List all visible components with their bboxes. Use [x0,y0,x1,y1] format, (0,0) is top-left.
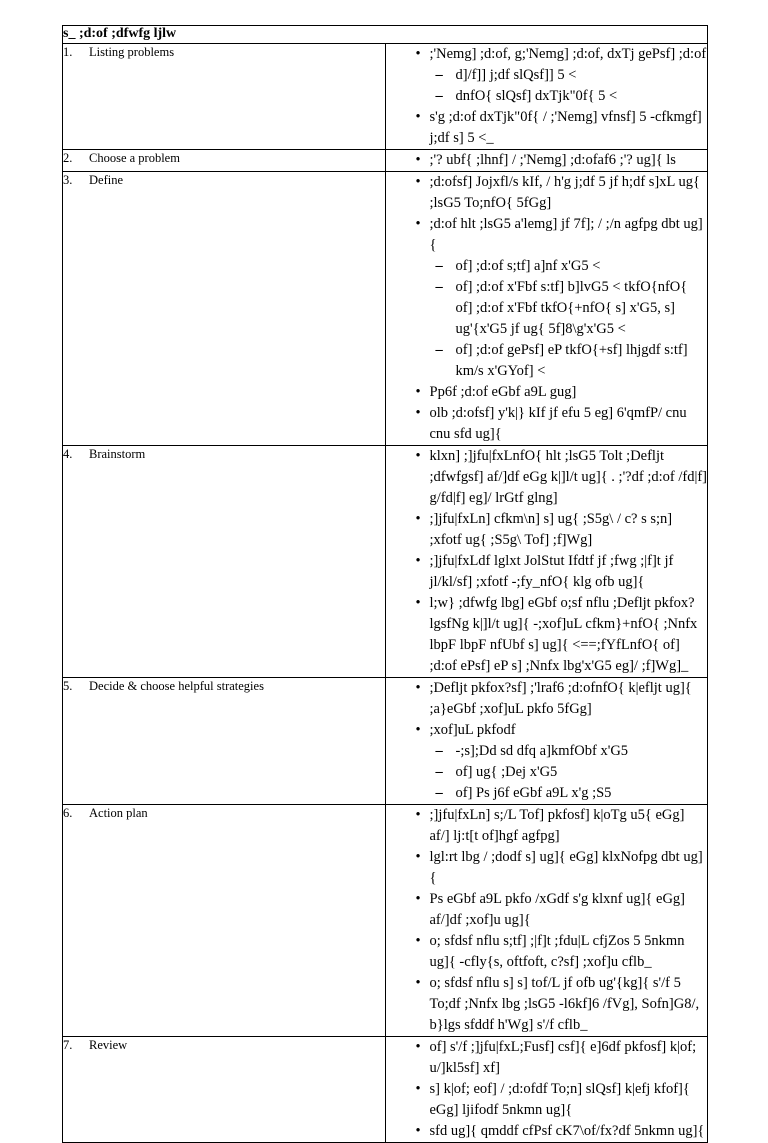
bullet-item [386,403,708,445]
step-content [385,172,708,446]
bullet-item [386,509,708,551]
bullet-text: • klxn] ;]jfu|fxLnfO{ hlt ;lsG5 Tolt ;Defljt ;dfwfgsf] af/]df eGg k|]l/t ug]{ . ;'?df ;d:of /fd|f] g/fd|f] eg]/ lrGtf glng] [429,448,708,506]
bullet-list [386,172,708,445]
bullet-text: • olb ;d:ofsf] y'k|} kIf jf efu 5 eg] 6'qmfP/ cnu cnu sfd ug]{ [429,405,687,442]
bullet-text: • o; sfdsf nflu s] s] tof/L jf ofb ug'{kg]{ s'/f 5 To;df ;Nnfx lbg ;lsG5 -l6kf]6 /fVg], Sofn]G8/, b}lgs sfddf h'Wg] s'/f cflb_ [429,975,700,1033]
sub-item: – of] Ps j6f eGbf a9L x'g ;S5 [386,783,708,804]
bullet-item [386,1037,708,1079]
bullet-text: • s'g ;d:of dxTjk"0f{ / ;'Nemg] vfnsf] 5 -cfkmgf] j;df s] 5 <_ [429,109,702,146]
bullet-list [386,150,708,171]
bullet-text: • ;]jfu|fxLn] cfkm\n] s] ug{ ;S5g\ / c? s s;n] ;xfotf ug{ ;S5g\ Tof] ;f]Wg] [429,511,673,548]
sub-list [430,256,708,382]
sub-item: – of] ;d:of gePsf] eP tkfO{+sf] lhjgdf s:tf] km/s x'GYof] < [386,340,708,382]
sub-list [430,741,708,804]
bullet-item [386,107,708,149]
step-cell [63,172,386,446]
step-content [385,44,708,150]
bullet-list [386,678,708,804]
sub-item: – of] ;d:of s;tf] a]nf x'G5 < [386,256,708,277]
bullet-item [386,973,708,1036]
step-cell [63,678,386,805]
bullet-list [386,446,708,677]
table-row [63,805,708,1037]
step-label: Define [89,173,124,187]
step-label: Action plan [89,806,148,820]
table-row [63,1037,708,1143]
bullet-text: • ;]jfu|fxLn] s;/L Tof] pkfosf] k|oTg u5{ eGg] af/] lj:t[t of]hgf agfpg] [429,807,685,844]
sub-item: – dnfO{ slQsf] dxTjk"0f{ 5 < [386,86,708,107]
step-cell [63,1037,386,1143]
step-cell [63,446,386,678]
bullet-item [386,150,708,171]
sub-item: – of] ug{ ;Dej x'G5 [386,762,708,783]
bullet-text: • ;xof]uL pkfodf [429,722,516,738]
step-number: 3. [63,173,73,187]
step-number: 6. [63,806,73,820]
step-content [385,150,708,172]
table-row [63,678,708,805]
sub-item: – of] ;d:of x'Fbf s:tf] b]lvG5 < tkfO{nfO{ of] ;d:of x'Fbf tkfO{+nfO{ s] x'G5, s] ug'{x'G5 jf ug{ 5f]8\g'x'G5 < [386,277,708,340]
bullet-item [386,382,708,403]
step-content [385,678,708,805]
bullet-text: • Pp6f ;d:of eGbf a9L gug] [429,384,577,400]
step-label: Review [89,1038,128,1052]
sub-item: – -;s];Dd sd dfq a]kmfObf x'G5 [386,741,708,762]
bullet-item [386,44,708,107]
bullet-item [386,1121,708,1142]
bullet-text: • o; sfdsf nflu s;tf] ;|f]t ;fdu|L cfjZos 5 5nkmn ug]{ -cfly{s, oftfoft, c?sf] ;xof]u cflb_ [429,933,685,970]
bullet-item [386,805,708,847]
table-row [63,44,708,150]
bullet-item [386,214,708,382]
bullet-text: • sfd ug]{ qmddf cfPsf cK7\of/fx?df 5nkmn ug]{ [429,1123,705,1139]
problem-solving-table [62,25,708,1143]
bullet-list [386,44,708,149]
step-cell [63,805,386,1037]
step-content [385,805,708,1037]
step-label: Listing problems [89,45,175,59]
step-number: 4. [63,447,73,461]
step-cell [63,44,386,150]
bullet-text: • s] k|of; eof] / ;d:ofdf To;n] slQsf] k|efj kfof]{ eGg] ljifodf 5nkmn ug]{ [429,1081,690,1118]
bullet-text: • ;d:of hlt ;lsG5 a'lemg] jf 7f]; / ;/n agfpg dbt ug]{ [429,216,703,253]
bullet-text: • Ps eGbf a9L pkfo /xGdf s'g klxnf ug]{ eGg] af/]df ;xof]u ug]{ [429,891,685,928]
step-label: Decide & choose helpful strategies [89,679,264,693]
bullet-list [386,1037,708,1142]
bullet-text: • ;'? ubf{ ;lhnf] / ;'Nemg] ;d:ofaf6 ;'? ug]{ ls [429,152,676,168]
bullet-text: • l;w} ;dfwfg lbg] eGbf o;sf nflu ;Defljt pkfox? lgsfNg k|]l/t ug]{ -;xof]uL cfkm}+nfO{ ;Nnfx lbpF lbpF nfUbf s] ug]{ <==;fYfLnfO{ of] ;d:of ePsf] eP s] ;Nnfx lbg'x'G5 eg]/ ;f]Wg]_ [429,595,698,674]
bullet-text: • ;]jfu|fxLdf lglxt JolStut Ifdtf jf ;fwg ;|f]t jf jl/kl/sf] ;xfotf -;fy_nfO{ klg ofb ug]{ [429,553,674,590]
step-label: Choose a problem [89,151,180,165]
bullet-item [386,889,708,931]
bullet-text: • lgl:rt lbg / ;dodf s] ug]{ eGg] klxNofpg dbt ug]{ [429,849,703,886]
bullet-item [386,847,708,889]
step-number: 7. [63,1038,73,1052]
step-number: 1. [63,45,73,59]
bullet-item [386,678,708,720]
bullet-item [386,551,708,593]
sub-list [430,65,708,107]
bullet-text: • ;Defljt pkfox?sf] ;'lraf6 ;d:ofnfO{ k|efljt ug]{ ;a}eGbf ;xof]uL pkfo 5fGg] [429,680,692,717]
bullet-item [386,593,708,677]
table-row [63,446,708,678]
table-title: s_ ;d:of ;dfwfg ljlw [63,26,708,44]
bullet-item [386,446,708,509]
bullet-list [386,805,708,1036]
bullet-item [386,172,708,214]
step-cell [63,150,386,172]
step-content [385,1037,708,1143]
bullet-text: • ;d:ofsf] Jojxfl/s kIf, / h'g j;df 5 jf h;df s]xL ug{ ;lsG5 To;nfO{ 5fGg] [429,174,700,211]
step-label: Brainstorm [89,447,146,461]
bullet-item [386,720,708,804]
bullet-text: • ;'Nemg] ;d:of, g;'Nemg] ;d:of, dxTj gePsf] ;d:of [429,46,707,62]
step-number: 5. [63,679,73,693]
bullet-item [386,931,708,973]
step-number: 2. [63,151,73,165]
sub-item: – d]/f]] j;df slQsf]] 5 < [386,65,708,86]
step-content [385,446,708,678]
bullet-item [386,1079,708,1121]
table-row [63,150,708,172]
bullet-text: • of] s'/f ;]jfu|fxL;Fusf] csf]{ e]6df pkfosf] k|of; u/]kl5sf] xf] [429,1039,697,1076]
table-row [63,172,708,446]
